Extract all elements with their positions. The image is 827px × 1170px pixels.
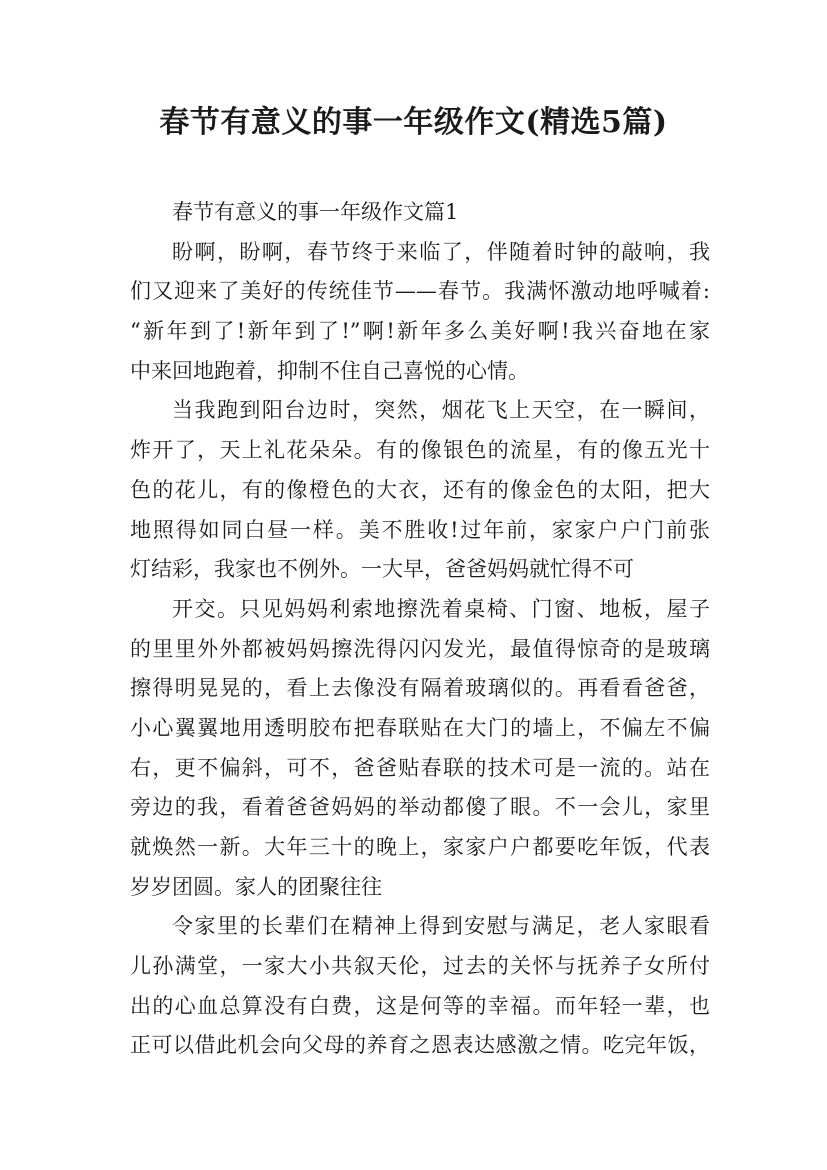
text-line: 岁岁团圆。家人的团聚往往 bbox=[130, 874, 382, 899]
text-line: 灯结彩，我家也不例外。一大早，爸爸妈妈就忙得不可 bbox=[130, 557, 634, 582]
text-line: 正可以借此机会向父母的养育之恩表达感激之情。吃完年饭， bbox=[130, 1033, 710, 1058]
text-line: 令家里的长辈们在精神上得到安慰与满足，老人家眼看 bbox=[172, 914, 710, 939]
document-title: 春节有意义的事一年级作文(精选5篇) bbox=[159, 105, 668, 140]
text-line: 色的花儿，有的像橙色的大衣，还有的像金色的太阳，把大 bbox=[130, 477, 710, 502]
document-body bbox=[130, 193, 710, 1066]
text-line: 旁边的我，看着爸爸妈妈的举动都傻了眼。不一会儿，家里 bbox=[130, 795, 710, 820]
text-line: 盼啊，盼啊，春节终于来临了，伴随着时钟的敲响，我 bbox=[172, 239, 710, 264]
text-line: 擦得明晃晃的，看上去像没有隔着玻璃似的。再看看爸爸， bbox=[130, 676, 710, 701]
text-line: 儿孙满堂，一家大小共叙天伦，过去的关怀与抚养子女所付 bbox=[130, 954, 710, 979]
text-line: 就焕然一新。大年三十的晚上，家家户户都要吃年饭，代表 bbox=[130, 835, 710, 859]
text-line: 们又迎来了美好的传统佳节——春节。我满怀激动地呼喊着: bbox=[130, 279, 710, 304]
text-line: 开交。只见妈妈利索地擦洗着桌椅、门窗、地板，屋子 bbox=[172, 596, 710, 621]
text-line: 地照得如同白昼一样。美不胜收!过年前，家家户户门前张 bbox=[130, 517, 710, 542]
text-line: 右，更不偏斜，可不，爸爸贴春联的技术可是一流的。站在 bbox=[130, 755, 710, 780]
text-line: 出的心血总算没有白费，这是何等的幸福。而年轻一辈，也 bbox=[130, 993, 710, 1018]
text-line: 炸开了，天上礼花朵朵。有的像银色的流星，有的像五光十 bbox=[130, 438, 710, 463]
text-line: “新年到了!新年到了!”啊!新年多么美好啊!我兴奋地在家 bbox=[130, 319, 710, 344]
section-heading: 春节有意义的事一年级作文篇1 bbox=[172, 200, 459, 224]
text-line: 当我跑到阳台边时，突然，烟花飞上天空，在一瞬间， bbox=[172, 398, 710, 423]
text-line: 的里里外外都被妈妈擦洗得闪闪发光，最值得惊奇的是玻璃 bbox=[130, 636, 710, 661]
text-line: 小心翼翼地用透明胶布把春联贴在大门的墙上，不偏左不偏 bbox=[130, 715, 710, 740]
text-line: 中来回地跑着，抑制不住自己喜悦的心情。 bbox=[130, 358, 529, 383]
